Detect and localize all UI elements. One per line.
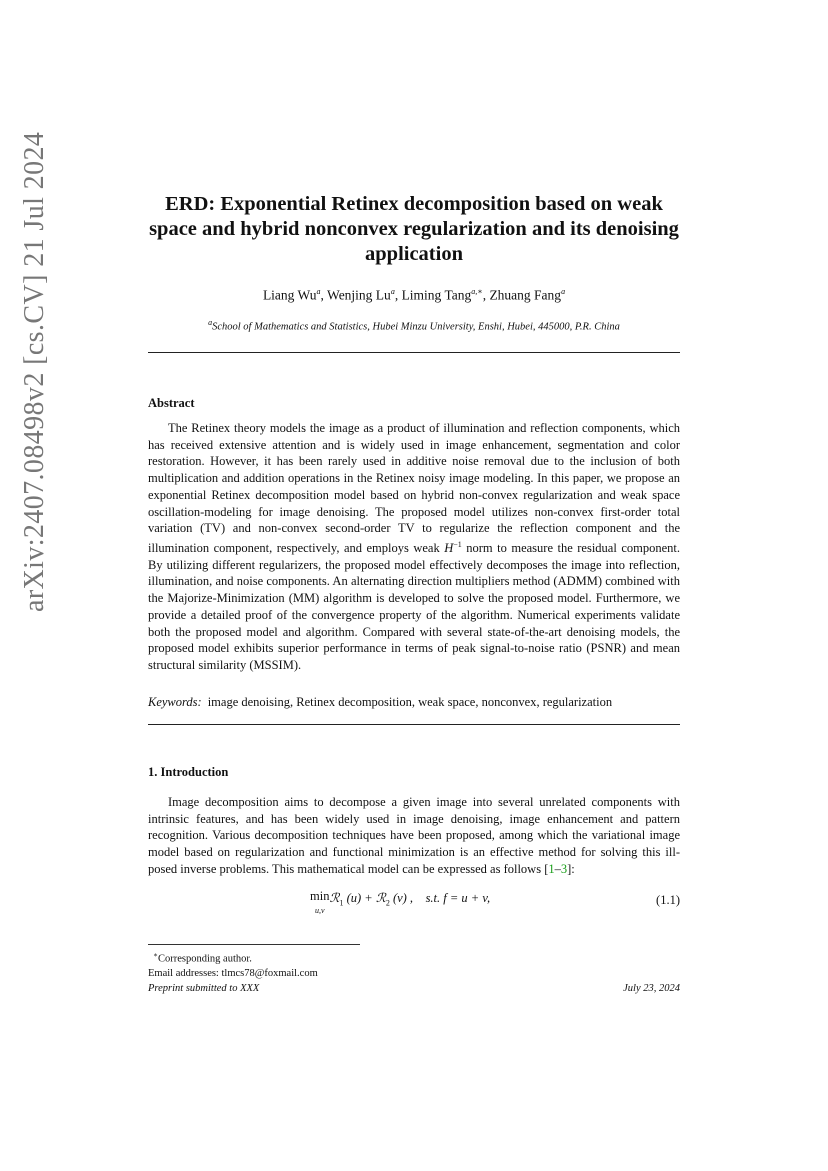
equation-term: (v) , <box>389 891 414 905</box>
footnote-corresponding: Corresponding author. <box>158 953 252 965</box>
title-line: ERD: Exponential Retinex decomposition based on weak <box>165 193 663 215</box>
abstract-heading: Abstract <box>148 396 195 410</box>
citation-link[interactable]: 3 <box>560 861 568 876</box>
footnote-mark: ∗ <box>153 951 159 959</box>
equation-number: (1.1) <box>656 893 680 907</box>
equation-min: min <box>310 889 330 903</box>
norm-symbol: H <box>444 541 454 556</box>
footnote <box>148 948 318 981</box>
abstract-text <box>148 420 680 674</box>
footer-date: July 23, 2024 <box>623 983 680 994</box>
arxiv-identifier: arXiv:2407.08498v2 [cs.CV] 21 Jul 2024 <box>19 131 50 612</box>
equation-regularizer-1: ℛ <box>329 891 340 905</box>
abstract-top-rule <box>148 352 680 353</box>
equation-constraint: s.t. f = u + v, <box>425 891 491 905</box>
keywords-label: Keywords: <box>148 695 202 709</box>
citation-dash: – <box>554 861 561 876</box>
introduction-paragraph <box>148 794 680 878</box>
author-affiliation-mark: a <box>390 287 395 296</box>
author-name: Wenjing Lu <box>327 287 391 303</box>
citation-link[interactable]: 1 <box>548 861 555 876</box>
keywords-text: image denoising, Retinex decomposition, weak space, nonconvex, regularization <box>207 695 613 709</box>
introduction-text: Image decomposition aims to decompose a given image into several unrelated components with intrinsic features, and has been widely used in image denoising, image enhancement and pattern recognition. Various decomposition techniques have been proposed, among which the variational image model based on regularization and functional minimization is an effective method for solving this ill-posed inverse problems. This mathematical model can be expressed as follows <box>148 795 680 876</box>
footnote-rule <box>148 944 360 945</box>
title-line: application <box>365 243 463 265</box>
abstract-text-part: The Retinex theory models the image as a product of illumination and reflection components, which has received extensive attention and is widely used in image enhancement, segmentation and color restoration. However, it has been rarely used in additive noise removal due to the inclusion of both multiplication and addition operations in the Retinex noisy image modeling. In this paper, we propose an exponential Retinex decomposition model based on hybrid non-convex regularization and weak space oscillation-modeling for image denoising. The proposed model utilizes non-convex first-order total variation (TV) and non-convex second-order TV to regularize the reflection component and the illumination component, respectively, and employs weak <box>148 421 680 556</box>
author-name: Liming Tang <box>401 287 472 303</box>
keywords <box>148 695 680 710</box>
author-affiliation-mark: a <box>316 287 321 296</box>
affiliation-mark: a <box>208 318 213 327</box>
footnote-email: Email addresses: tlmcs78@foxmail.com <box>148 967 318 979</box>
author-affiliation-mark: a <box>561 287 566 296</box>
equation-term: (u) + <box>343 891 376 905</box>
footer-left: Preprint submitted to XXX <box>148 983 260 994</box>
affiliation-text: School of Mathematics and Statistics, Hubei Minzu University, Enshi, Hubei, 445000, P.R. China <box>212 321 620 333</box>
author-name: Liang Wu <box>262 287 317 303</box>
author-list: Liang Wu$^a$, Wenjing Lu$^a$, Liming Tang$^{a,∗}$, Zhuang Fang$^a$ <box>262 287 566 303</box>
equation <box>310 890 610 917</box>
author-affiliation-mark: a,∗ <box>471 287 483 296</box>
equation-regularizer-2: ℛ <box>375 891 386 905</box>
affiliation <box>150 318 678 333</box>
equation-subscript: 2 <box>385 898 390 908</box>
equation-subscript: 1 <box>339 898 344 908</box>
abstract-bottom-rule <box>148 724 680 725</box>
section-heading: 1. Introduction <box>148 765 229 779</box>
equation-min-subscript: u,v <box>314 906 325 915</box>
author-name: Zhuang Fang <box>489 287 562 303</box>
citation-bracket: ]: <box>567 861 575 876</box>
title-line: space and hybrid nonconvex regularization and its denoising <box>149 218 679 240</box>
abstract-text-part: norm to measure the residual component. By utilizing different regularizers, the proposed model effectively decomposes the image into reflection, illumination, and noise components. An alternating direction multipliers method (ADMM) combined with the Majorize-Minimization (MM) algorithm is developed to solve the proposed model. Furthermore, we provide a detailed proof of the convergence property of the algorithm. Numerical experiments validate both the proposed model and algorithm. Compared with several state-of-the-art denoising models, the proposed model exhibits superior performance in terms of peak signal-to-noise ratio (PSNR) and mean structural similarity (MSSIM). <box>148 541 680 672</box>
norm-exponent: −1 <box>453 539 462 549</box>
paper-title <box>140 192 688 267</box>
citation-bracket: [ <box>544 861 549 876</box>
